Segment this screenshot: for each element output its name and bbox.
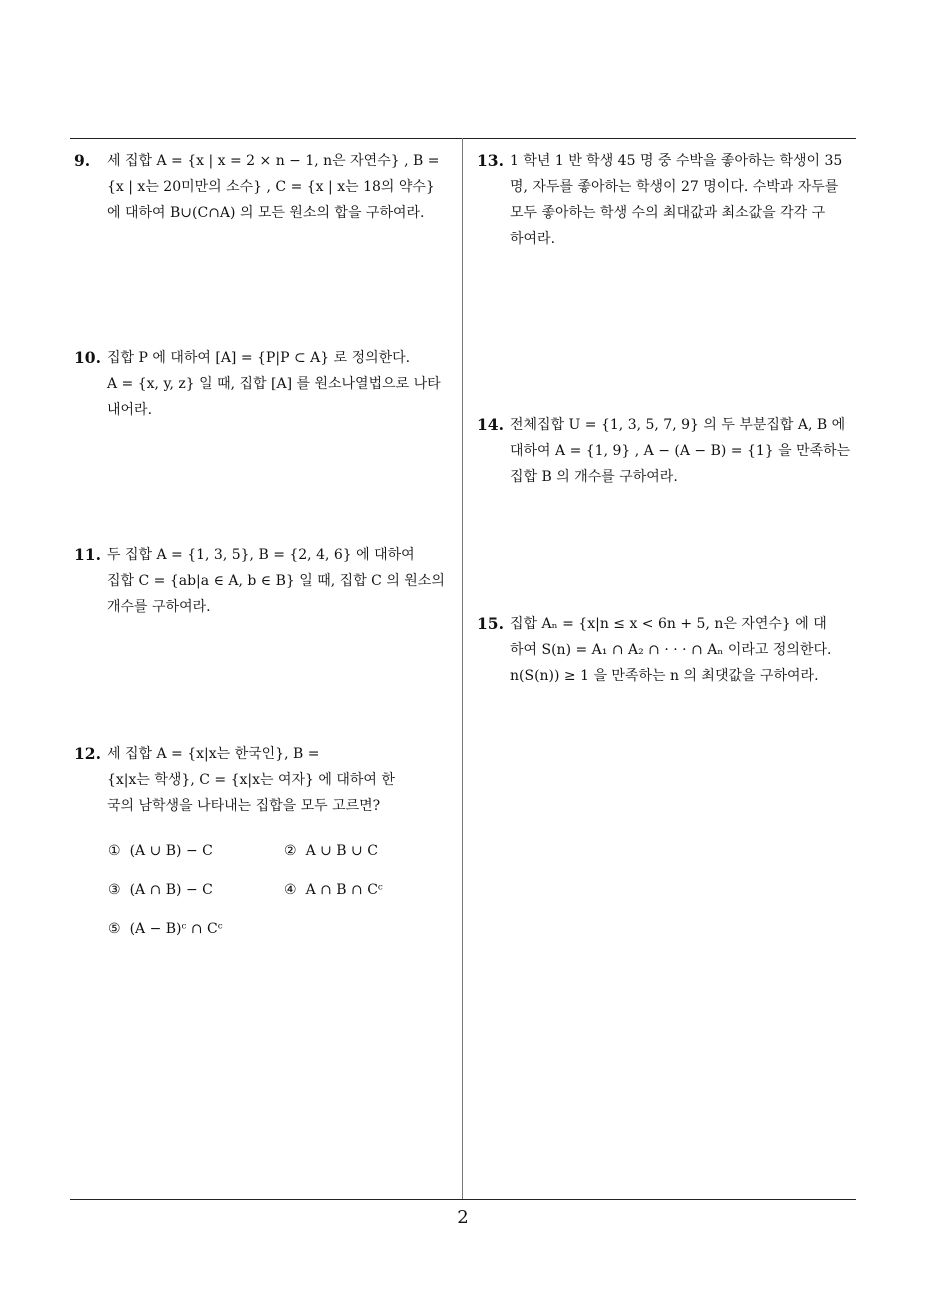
choice-text: A ∩ B ∩ Cᶜ [305,882,383,898]
problem-12 [74,741,456,819]
problem-line: 개수를 구하여라. [107,599,211,615]
problem-11 [74,542,456,620]
choice-1[interactable] [108,843,213,859]
problem-line: {x|x는 학생}, C = {x|x는 여자} 에 대하여 한 [107,772,395,788]
problem-line: 전체집합 U = {1, 3, 5, 7, 9} 의 두 부분집합 A, B 에 [510,417,846,433]
problem-text [510,611,859,689]
choice-5[interactable] [108,921,223,937]
problem-text [107,542,456,620]
bottom-rule [70,1199,856,1200]
problem-line: 하여 S(n) = A₁ ∩ A₂ ∩ · · · ∩ Aₙ 이라고 정의한다. [510,642,832,658]
choice-2[interactable] [284,843,378,859]
problem-text [107,741,456,819]
choice-mark: ② [284,843,297,859]
problem-line: A = {x, y, z} 일 때, 집합 [A] 를 원소나열법으로 나타 [107,376,441,392]
problem-number: 10. [74,348,101,367]
problem-line: 대하여 A = {1, 9} , A − (A − B) = {1} 을 만족하는 [510,443,851,459]
problem-text [107,345,456,423]
problem-line: 국의 남학생을 나타내는 집합을 모두 고르면? [107,798,381,814]
problem-number: 13. [477,151,504,170]
problem-line: 집합 C = {ab|a ∈ A, b ∈ B} 일 때, 집합 C 의 원소의 [107,573,445,589]
column-divider [462,138,463,1200]
problem-line: 내어라. [107,402,153,418]
problem-10 [74,345,456,423]
problem-text [510,148,859,252]
problem-line: 명, 자두를 좋아하는 학생이 27 명이다. 수박과 자두를 [510,179,839,195]
problem-number: 9. [74,151,91,170]
problem-number: 12. [74,744,101,763]
problem-line: 1 학년 1 반 학생 45 명 중 수박을 좋아하는 학생이 35 [510,153,843,169]
choice-mark: ③ [108,882,121,898]
problem-line: 모두 좋아하는 학생 수의 최대값과 최소값을 각각 구 [510,205,826,221]
problem-line: 두 집합 A = {1, 3, 5}, B = {2, 4, 6} 에 대하여 [107,547,415,563]
problem-line: 집합 B 의 개수를 구하여라. [510,469,678,485]
problem-15 [477,611,859,689]
page-number: 2 [457,1207,469,1228]
problem-number: 15. [477,614,504,633]
problem-line: 에 대하여 B∪(C∩A) 의 모든 원소의 합을 구하여라. [107,205,425,221]
problem-line: {x | x는 20미만의 소수} , C = {x | x는 18의 약수} [107,179,435,195]
choice-text: (A ∪ B) − C [129,843,213,859]
problem-9 [74,148,456,226]
problem-line: n(S(n)) ≥ 1 을 만족하는 n 의 최댓값을 구하여라. [510,668,819,684]
choice-text: A ∪ B ∪ C [305,843,378,859]
top-rule [70,138,856,139]
choice-4[interactable] [284,882,383,898]
problem-number: 11. [74,545,101,564]
choice-mark: ④ [284,882,297,898]
problem-text [107,148,456,226]
choice-text: (A ∩ B) − C [129,882,213,898]
problem-number: 14. [477,415,504,434]
choice-mark: ① [108,843,121,859]
choice-mark: ⑤ [108,921,121,937]
problem-text [510,412,859,490]
problem-line: 하여라. [510,231,556,247]
problem-line: 집합 P 에 대하여 [A] = {P|P ⊂ A} 로 정의한다. [107,350,411,366]
choice-3[interactable] [108,882,213,898]
problem-14 [477,412,859,490]
choice-text: (A − B)ᶜ ∩ Cᶜ [129,921,223,937]
problem-line: 세 집합 A = {x | x = 2 × n − 1, n은 자연수} , B = [107,153,440,169]
problem-line: 집합 Aₙ = {x|n ≤ x < 6n + 5, n은 자연수} 에 대 [510,616,827,632]
problem-line: 세 집합 A = {x|x는 한국인}, B = [107,746,320,762]
problem-13 [477,148,859,252]
